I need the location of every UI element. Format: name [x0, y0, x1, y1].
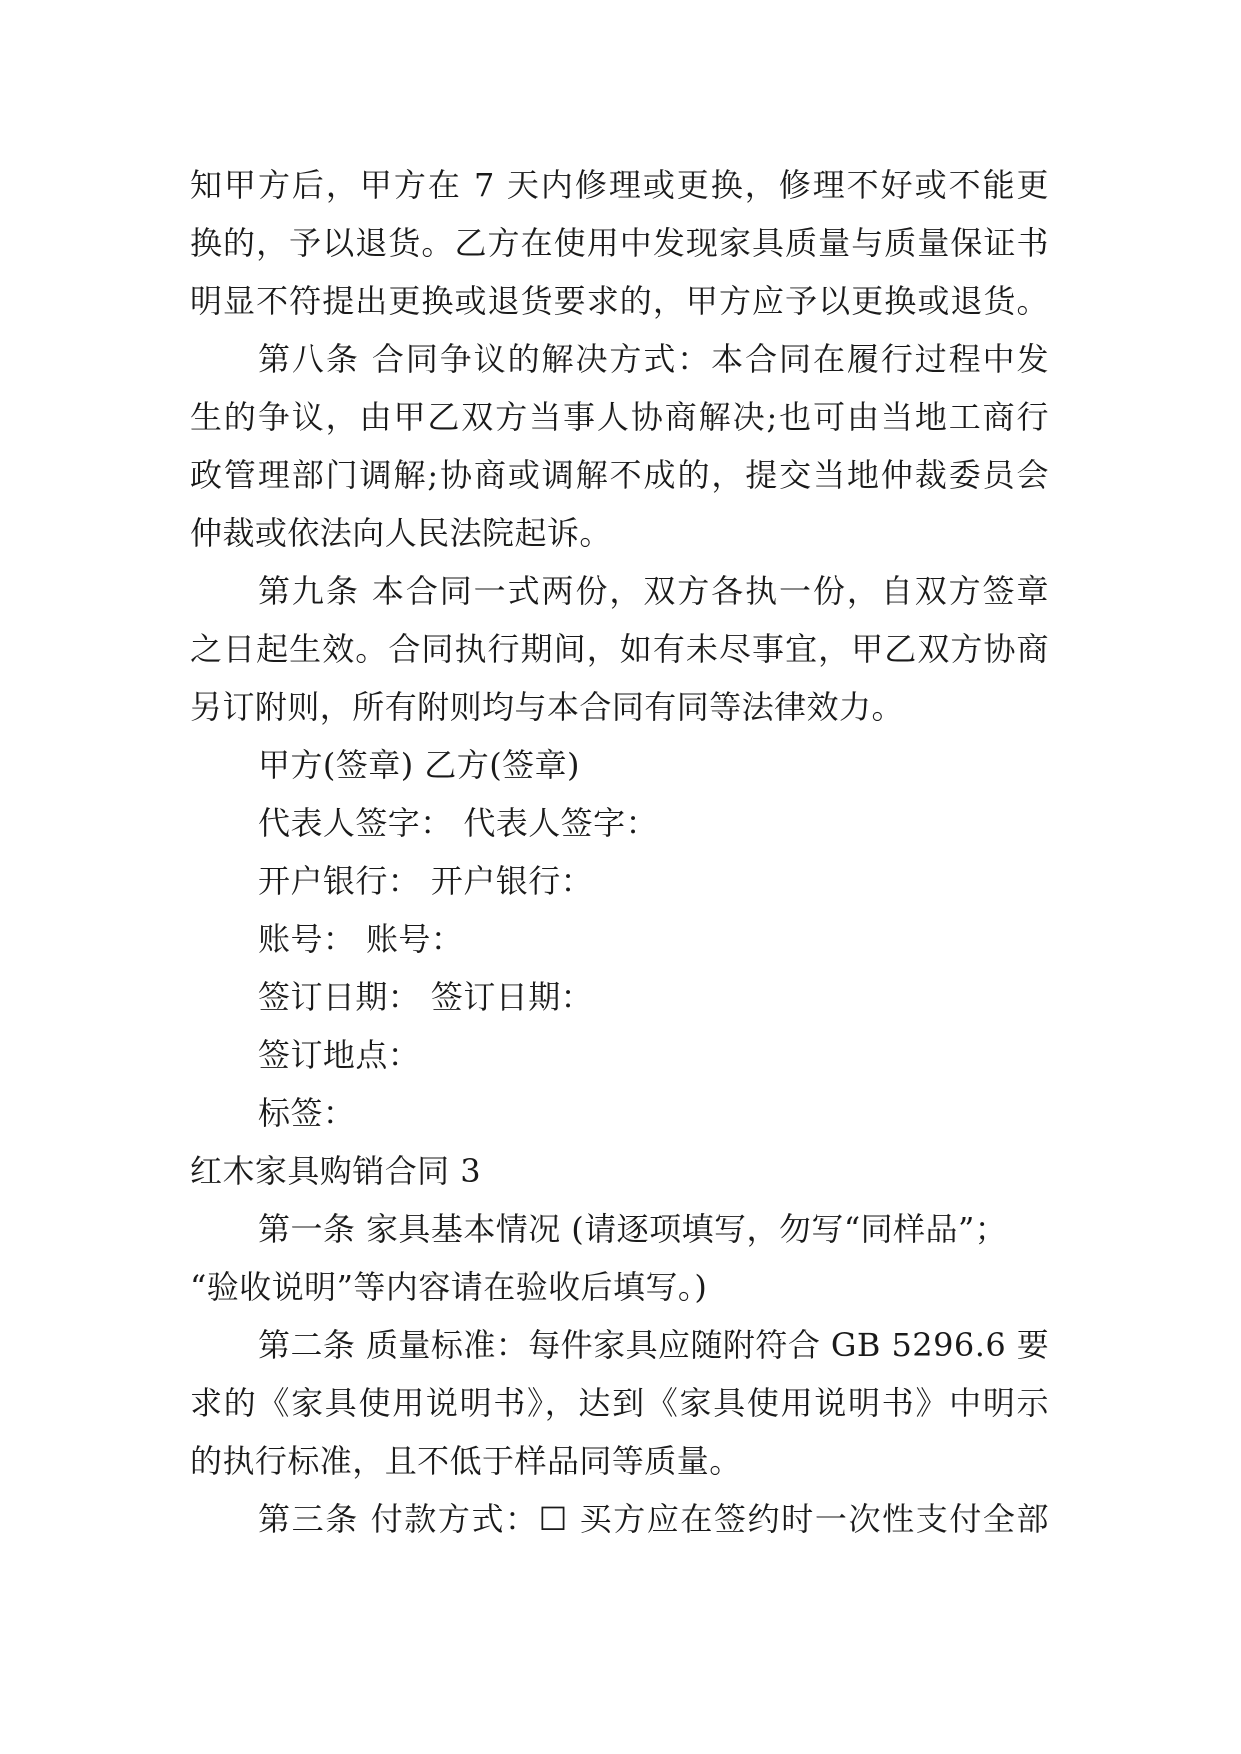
sign-date-line: 签订日期： 签订日期：: [258, 978, 594, 1016]
paragraph-line: 知甲方后，甲方在 7 天内修理或更换，修理不好或不能更: [190, 166, 1049, 204]
signature-party-line: 甲方(签章) 乙方(签章): [258, 746, 580, 784]
paragraph-line: 之日起生效。合同执行期间，如有未尽事宜，甲乙双方协商: [190, 630, 1049, 668]
article-2-heading-line: 第二条 质量标准：每件家具应随附符合 GB 5296.6 要: [258, 1326, 1050, 1364]
article-1-heading-line: 第一条 家具基本情况 (请逐项填写，勿写“同样品”；: [258, 1210, 1008, 1248]
paragraph-line: “验收说明”等内容请在验收后填写。): [190, 1268, 708, 1306]
paragraph-line: 的执行标准，且不低于样品同等质量。: [190, 1442, 742, 1480]
paragraph-line: 仲裁或依法向人民法院起诉。: [190, 514, 612, 552]
article-3-heading-line: 第三条 付款方式：☐ 买方应在签约时一次性支付全部: [258, 1500, 1049, 1538]
paragraph-line: 政管理部门调解;协商或调解不成的，提交当地仲裁委员会: [190, 456, 1049, 494]
paragraph-line: 求的《家具使用说明书》，达到《家具使用说明书》中明示: [190, 1384, 1049, 1422]
paragraph-line: 明显不符提出更换或退货要求的，甲方应予以更换或退货。: [190, 282, 1049, 320]
sign-place-line: 签订地点：: [258, 1036, 421, 1074]
paragraph-line: 生的争议，由甲乙双方当事人协商解决;也可由当地工商行: [190, 398, 1049, 436]
bank-line: 开户银行： 开户银行：: [258, 862, 594, 900]
representative-signature-line: 代表人签字： 代表人签字：: [258, 804, 659, 842]
article-8-heading-line: 第八条 合同争议的解决方式：本合同在履行过程中发: [258, 340, 1049, 378]
article-9-heading-line: 第九条 本合同一式两份，双方各执一份，自双方签章: [258, 572, 1049, 610]
account-line: 账号： 账号：: [258, 920, 464, 958]
tag-line: 标签：: [258, 1094, 356, 1132]
section-title: 红木家具购销合同 3: [190, 1152, 482, 1190]
paragraph-line: 换的，予以退货。乙方在使用中发现家具质量与质量保证书: [190, 224, 1049, 262]
paragraph-line: 另订附则，所有附则均与本合同有同等法律效力。: [190, 688, 904, 726]
